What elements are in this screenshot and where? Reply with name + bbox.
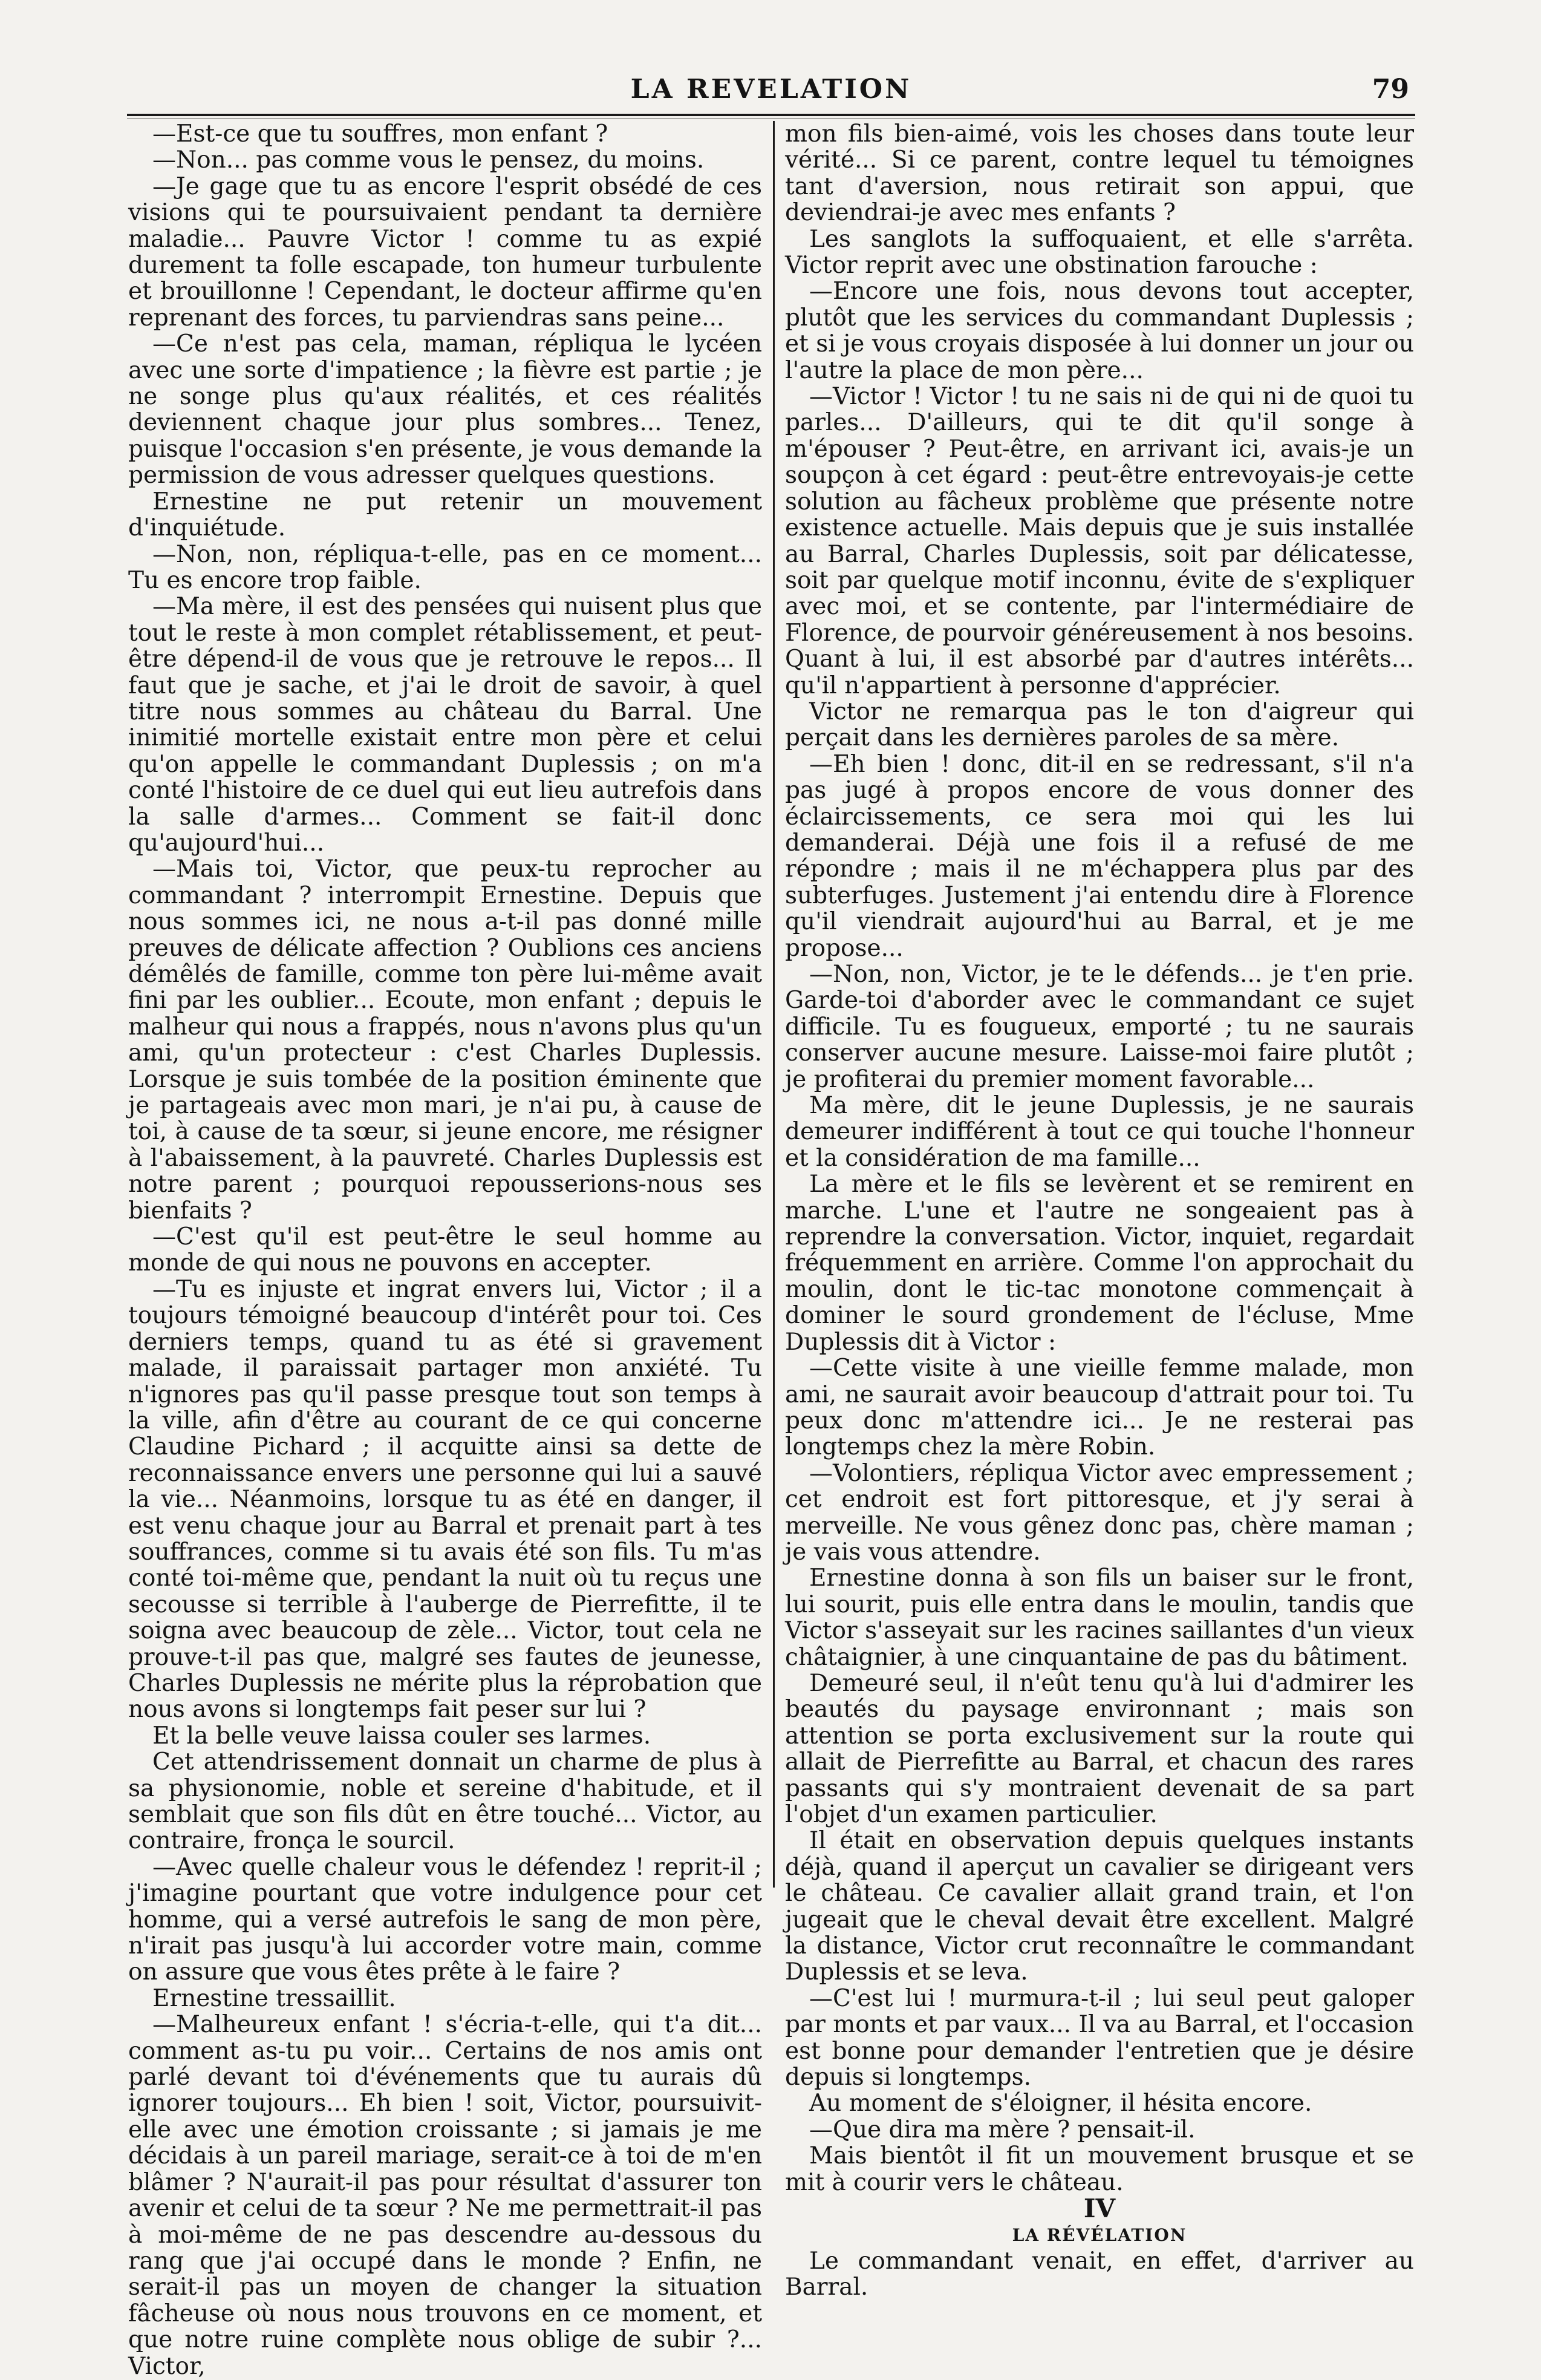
paragraph: —Mais toi, Victor, que peux-tu reprocher au commandant ? interrompit Ernestine. Depuis que nous sommes ici, ne nous a-t-il pas donné mille preuves de délicate affection ? Oublions ces anciens démêlés de famille, comme ton père lui-même avait fini par les oublier... Ecoute, mon enfant ; depuis le malheur qui nous a frappés, nous n'avons plus qu'un ami, qu'un protecteur : c'est Charles Duplessis. Lorsque je suis tombée de la position éminente que je partageais avec mon mari, je n'ai pu, à cause de toi, à cause de ta sœur, si jeune encore, me résigner à l'abaissement, à la pauvreté. Charles Duplessis est notre parent ; pourquoi repousserions-nous ses bienfaits ? [128, 855, 762, 1224]
paragraph: —C'est qu'il est peut-être le seul homme au monde de qui nous ne pouvons en accepter. [128, 1223, 762, 1277]
column-divider [773, 121, 775, 1888]
page-number: 79 [1372, 74, 1409, 105]
paragraph: —Tu es injuste et ingrat envers lui, Victor ; il a toujours témoigné beaucoup d'intérêt pour toi. Ces derniers temps, quand tu as été si gravement malade, il paraissait partager mon anxiété. Tu n'ignores pas qu'il passe presque tout son temps à la ville, afin d'être au courant de ce qui concerne Claudine Pichard ; il acquitte ainsi sa dette de reconnaissance envers une personne qui lui a sauvé la vie... Néanmoins, lorsque tu as été en danger, il est venu chaque jour au Barral et prenait part à tes souffrances, comme si tu avais été son fils. Tu m'as conté toi-même que, pendant la nuit où tu reçus une secousse si terrible à l'auberge de Pierrefitte, il te soigna avec beaucoup de zèle... Victor, tout cela ne prouve-t-il pas que, malgré ses fautes de jeunesse, Charles Duplessis ne mérite plus la réprobation que nous avons si longtemps fait peser sur lui ? [128, 1275, 762, 1724]
paragraph: —Volontiers, répliqua Victor avec empressement ; cet endroit est fort pittoresque, et j'y serai à merveille. Ne vous gênez donc pas, chère maman ; je vais vous attendre. [785, 1459, 1414, 1566]
paragraph: Ma mère, dit le jeune Duplessis, je ne saurais demeurer indifférent à tout ce qui touche l'honneur et la considération de ma famille... [785, 1092, 1414, 1172]
left-column [128, 120, 762, 2380]
paragraph: —Encore une fois, nous devons tout accepter, plutôt que les services du commandant Duplessis ; et si je vous croyais disposée à lui donner un jour ou l'autre la place de mon père... [785, 278, 1414, 384]
paragraph: —Avec quelle chaleur vous le défendez ! reprit-il ; j'imagine pourtant que votre indulgence pour cet homme, qui a versé autrefois le sang de mon père, n'irait pas jusqu'à lui accorder votre main, comme on assure que vous êtes prête à le faire ? [128, 1853, 762, 1986]
paragraph: —Ce n'est pas cela, maman, répliqua le lycéen avec une sorte d'impatience ; la fièvre est partie ; je ne songe plus qu'aux réalités, et ces réalités deviennent chaque jour plus sombres... Tenez, puisque l'occasion s'en présente, je vous demande la permission de vous adresser quelques questions. [128, 330, 762, 489]
right-column [785, 120, 1414, 2301]
paragraph: Ernestine tressaillit. [152, 1984, 396, 2012]
section-number: IV [1083, 2194, 1116, 2224]
paragraph: —C'est lui ! murmura-t-il ; lui seul peut galoper par monts et par vaux... Il va au Barral, et l'occasion est bonne pour demander l'entretien que je désire depuis si longtemps. [785, 1984, 1414, 2091]
paragraph: —Victor ! Victor ! tu ne sais ni de qui ni de quoi tu parles... D'ailleurs, qui te dit qu'il songe à m'épouser ? Peut-être, en arrivant ici, avais-je un soupçon à cet égard : peut-être entrevoyais-je cette solution au fâcheux problème que présente notre existence actuelle. Mais depuis que je suis installée au Barral, Charles Duplessis, soit par délicatesse, soit par quelque motif inconnu, évite de s'expliquer avec moi, et se contente, par l'intermédiaire de Florence, de pourvoir généreusement à nos besoins. Quant à lui, il est absorbé par d'autres intérêts... qu'il n'appartient à personne d'apprécier. [785, 383, 1414, 699]
paragraph: Il était en observation depuis quelques instants déjà, quand il aperçut un cavalier se dirigeant vers le château. Ce cavalier allait grand train, et l'on jugeait que le cheval devait être excellent. Malgré la distance, Victor crut reconnaître le commandant Duplessis et se leva. [785, 1827, 1414, 1986]
paragraph: —Eh bien ! donc, dit-il en se redressant, s'il n'a pas jugé à propos encore de vous donner des éclaircissements, ce sera moi qui les lui demanderai. Déjà une fois il a refusé de me répondre ; mais il ne m'échappera plus par des subterfuges. Justement j'ai entendu dire à Florence qu'il viendrait aujourd'hui au Barral, et je me propose... [785, 750, 1414, 962]
paragraph: Les sanglots la suffoquaient, et elle s'arrêta. Victor reprit avec une obstination farouche : [785, 225, 1414, 280]
header-rule [127, 114, 1415, 116]
paragraph: —Non, non, Victor, je te le défends... je t'en prie. Garde-toi d'aborder avec le commandant ce sujet difficile. Tu es fougueux, emporté ; tu ne saurais conserver aucune mesure. Laisse-moi faire plutôt ; je profiterai du premier moment favorable... [785, 961, 1414, 1093]
paragraph: La mère et le fils se levèrent et se remirent en marche. L'une et l'autre ne songeaient pas à reprendre la conversation. Victor, inquiet, regardait fréquemment en arrière. Comme l'on approchait du moulin, dont le tic-tac monotone commençait à dominer le sourd grondement de l'écluse, Mme Duplessis dit à Victor : [785, 1171, 1414, 1356]
section-title: LA RÉVÉLATION [1012, 2225, 1187, 2245]
paragraph: Demeuré seul, il n'eût tenu qu'à lui d'admirer les beautés du paysage environnant ; mais son attention se porta exclusivement sur la route qui allait de Pierrefitte au Barral, et chacun des rares passants qui s'y montraient devenait de sa part l'objet d'un examen particulier. [785, 1669, 1414, 1828]
paragraph: Ernestine ne put retenir un mouvement d'inquiétude. [128, 488, 762, 542]
paragraph: —Je gage que tu as encore l'esprit obsédé de ces visions qui te poursuivaient pendant ta dernière maladie... Pauvre Victor ! comme tu as expié durement ta folle escapade, ton humeur turbulente et brouillonne ! Cependant, le docteur affirme qu'en reprenant des forces, tu parviendras sans peine... [128, 172, 762, 332]
paragraph: Et la belle veuve laissa couler ses larmes. [152, 1722, 651, 1750]
paragraph: —Non, non, répliqua-t-elle, pas en ce moment... Tu es encore trop faible. [128, 540, 762, 594]
paragraph: Mais bientôt il fit un mouvement brusque et se mit à courir vers le château. [785, 2142, 1414, 2196]
running-title: LA REVELATION [630, 74, 912, 105]
paragraph: Ernestine donna à son fils un baiser sur le front, lui sourit, puis elle entra dans le moulin, tandis que Victor s'asseyait sur les racines saillantes d'un vieux châtaignier, à une cinquantaine de pas du bâtiment. [785, 1564, 1414, 1671]
paragraph: —Cette visite à une vieille femme malade, mon ami, ne saurait avoir beaucoup d'attrait pour toi. Tu peux donc m'attendre ici... Je ne resterai pas longtemps chez la mère Robin. [785, 1355, 1414, 1461]
paragraph: Au moment de s'éloigner, il hésita encore. [809, 2090, 1312, 2117]
paragraph: —Est-ce que tu souffres, mon enfant ? [152, 120, 608, 148]
paragraph: mon fils bien-aimé, vois les choses dans toute leur vérité... Si ce parent, contre lequel tu témoignes tant d'aversion, nous retirait son appui, que deviendrai-je avec mes enfants ? [785, 120, 1414, 227]
paragraph: —Non... pas comme vous le pensez, du moins. [152, 146, 705, 174]
paragraph: Cet attendrissement donnait un charme de plus à sa physionomie, noble et sereine d'habitude, et il semblait que son fils dût en être touché... Victor, au contraire, fronça le sourcil. [128, 1748, 762, 1855]
paragraph: —Que dira ma mère ? pensait-il. [809, 2116, 1196, 2143]
paragraph: —Ma mère, il est des pensées qui nuisent plus que tout le reste à mon complet rétablissement, et peut-être dépend-il de vous que je retrouve le repos... Il faut que je sache, et j'ai le droit de savoir, à quel titre nous sommes au château du Barral. Une inimitié mortelle existait entre mon père et celui qu'on appelle le commandant Duplessis ; on m'a conté l'histoire de ce duel qui eut lieu autrefois dans la salle d'armes... Comment se fait-il donc qu'aujourd'hui... [128, 593, 762, 857]
paragraph: —Malheureux enfant ! s'écria-t-elle, qui t'a dit... comment as-tu pu voir... Certains de nos amis ont parlé devant toi d'événements que tu aurais dû ignorer toujours... Eh bien ! soit, Victor, poursuivit-elle avec une émotion croissante ; si jamais je me décidais à un pareil mariage, serait-ce à toi de m'en blâmer ? N'aurait-il pas pour résultat d'assurer ton avenir et celui de ta sœur ? Ne me permettrait-il pas à moi-même de ne pas descendre au-dessous du rang que j'ai occupé dans le monde ? Enfin, ne serait-il pas un moyen de changer la situation fâcheuse où nous nous trouvons en ce moment, et que notre ruine complète nous oblige de subir ?... Victor, [128, 2011, 762, 2380]
paragraph: Le commandant venait, en effet, d'arriver au Barral. [785, 2247, 1414, 2301]
paragraph: Victor ne remarqua pas le ton d'aigreur qui perçait dans les dernières paroles de sa mère. [785, 698, 1414, 752]
